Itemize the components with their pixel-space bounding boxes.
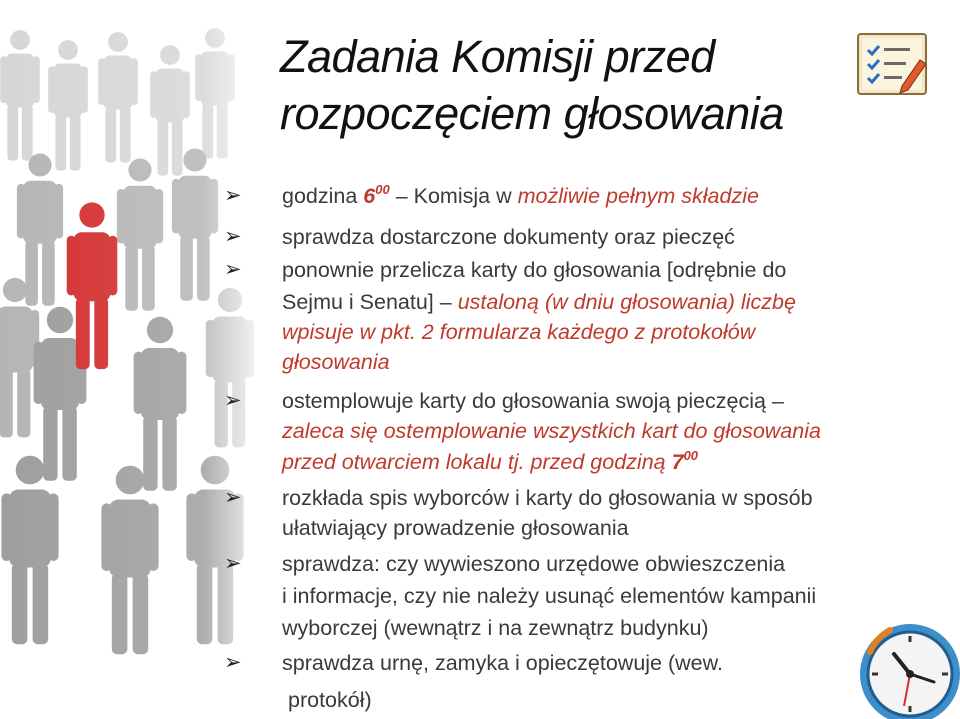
checklist-icon (852, 28, 932, 100)
clock-icon (848, 612, 960, 719)
title-line-1: Zadania Komisji przed (280, 31, 715, 82)
title-line-2: rozpoczęciem głosowania (280, 88, 784, 139)
arrow-bullet-icon: ➢ (224, 486, 242, 509)
arrow-bullet-icon: ➢ (224, 552, 242, 575)
arrow-bullet-icon: ➢ (224, 258, 242, 281)
people-crowd-illustration (0, 0, 270, 719)
page-title (280, 28, 870, 142)
arrow-bullet-icon: ➢ (224, 389, 242, 412)
arrow-bullet-icon: ➢ (224, 651, 242, 674)
arrow-bullet-icon: ➢ (224, 225, 242, 248)
arrow-bullet-icon: ➢ (224, 184, 242, 207)
